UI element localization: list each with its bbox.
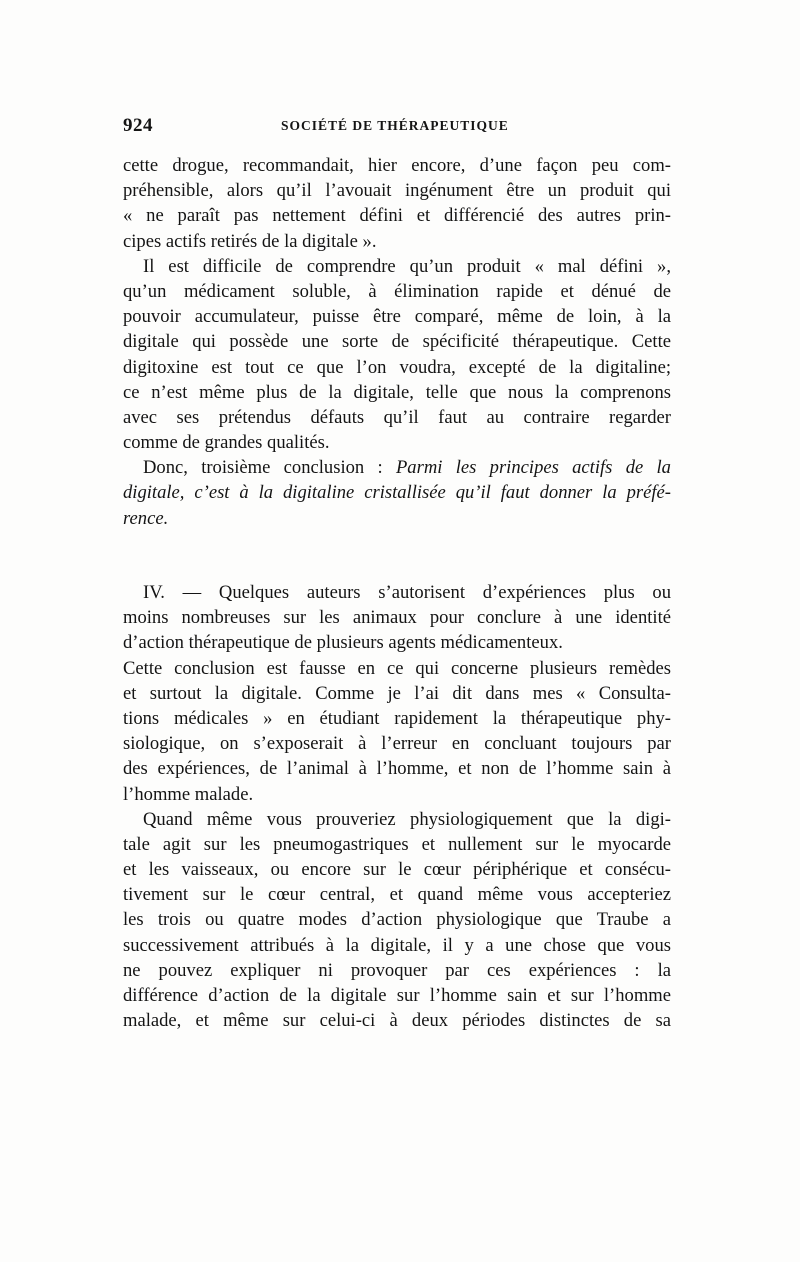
text-line: successivement attribués à la digitale, il y a une chose que vous: [123, 934, 671, 956]
text-line: cette drogue, recommandait, hier encore, d’une façon peu com-: [123, 155, 671, 176]
conclusion-intro: Donc, troisième conclusion :: [143, 457, 396, 479]
text-line: différence d’action de la digitale sur l’homme sain et sur l’homme: [123, 985, 671, 1006]
text-line: moins nombreuses sur les animaux pour conclure à une identité: [123, 607, 671, 629]
body-text-section-iv: [123, 580, 671, 1033]
running-title: SOCIÉTÉ DE THÉRAPEUTIQUE: [281, 118, 509, 133]
text-line: préhensible, alors qu’il l’avouait ingénument être un produit qui: [123, 180, 671, 202]
text-line: ne pouvez expliquer ni provoquer par ces expériences : la: [123, 959, 671, 981]
text-line: et surtout la digitale. Comme je l’ai dit dans mes « Consulta-: [123, 682, 671, 704]
text-line: tivement sur le cœur central, et quand même vous accepteriez: [123, 884, 671, 906]
text-line: l’homme malade.: [123, 783, 254, 805]
text-line: comme de grandes qualités.: [123, 432, 330, 454]
text-line: avec ses prétendus défauts qu’il faut au contraire regarder: [123, 406, 671, 428]
text-line: Cette conclusion est fausse en ce qui concerne plusieurs remèdes: [123, 657, 671, 679]
paragraph-start-line: Il est difficile de comprendre qu’un produit « mal défini »,: [143, 255, 671, 277]
paragraph-start-line: Quand même vous prouveriez physiologiquement que la digi-: [143, 808, 671, 830]
text-line: digitoxine est tout ce que l’on voudra, excepté de la digitaline;: [123, 356, 671, 378]
text-line: qu’un médicament soluble, à élimination rapide et dénué de: [123, 280, 671, 302]
text-line: d’action thérapeutique de plusieurs agents médicamenteux.: [123, 632, 563, 654]
conclusion-emphasis: Parmi les principes actifs de la: [395, 457, 671, 479]
text-line: les trois ou quatre modes d’action physiologique que Traube a: [123, 909, 671, 931]
text-line: tale agit sur les pneumogastriques et nullement sur le myocarde: [123, 833, 671, 855]
conclusion-line: digitale, c’est à la digitaline cristallisée qu’il faut donner la préfé-: [123, 482, 671, 504]
conclusion-line: [123, 455, 671, 480]
text-line: et les vaisseaux, ou encore sur le cœur périphérique et consécu-: [123, 859, 671, 881]
text-line: tions médicales » en étudiant rapidement la thérapeutique phy-: [123, 707, 671, 729]
section-heading-line: IV. — Quelques auteurs s’autorisent d’expériences plus ou: [143, 582, 671, 603]
text-line: siologique, on s’exposerait à l’erreur en concluant toujours par: [123, 733, 671, 755]
text-line: ce n’est même plus de la digitale, telle que nous la comprenons: [123, 381, 671, 403]
text-line: digitale qui possède une sorte de spécificité thérapeutique. Cette: [123, 331, 671, 353]
text-line: malade, et même sur celui-ci à deux périodes distinctes de sa: [123, 1010, 671, 1032]
body-text-top: [123, 153, 671, 531]
text-line: pouvoir accumulateur, puisse être comparé, même de loin, à la: [123, 306, 671, 328]
text-line: cipes actifs retirés de la digitale ».: [123, 230, 377, 252]
text-line: « ne paraît pas nettement défini et différencié des autres prin-: [123, 205, 671, 227]
page-number: 924: [123, 115, 153, 136]
running-head: [123, 115, 671, 139]
conclusion-line: rence.: [123, 507, 169, 529]
text-line: des expériences, de l’animal à l’homme, et non de l’homme sain à: [123, 758, 671, 780]
